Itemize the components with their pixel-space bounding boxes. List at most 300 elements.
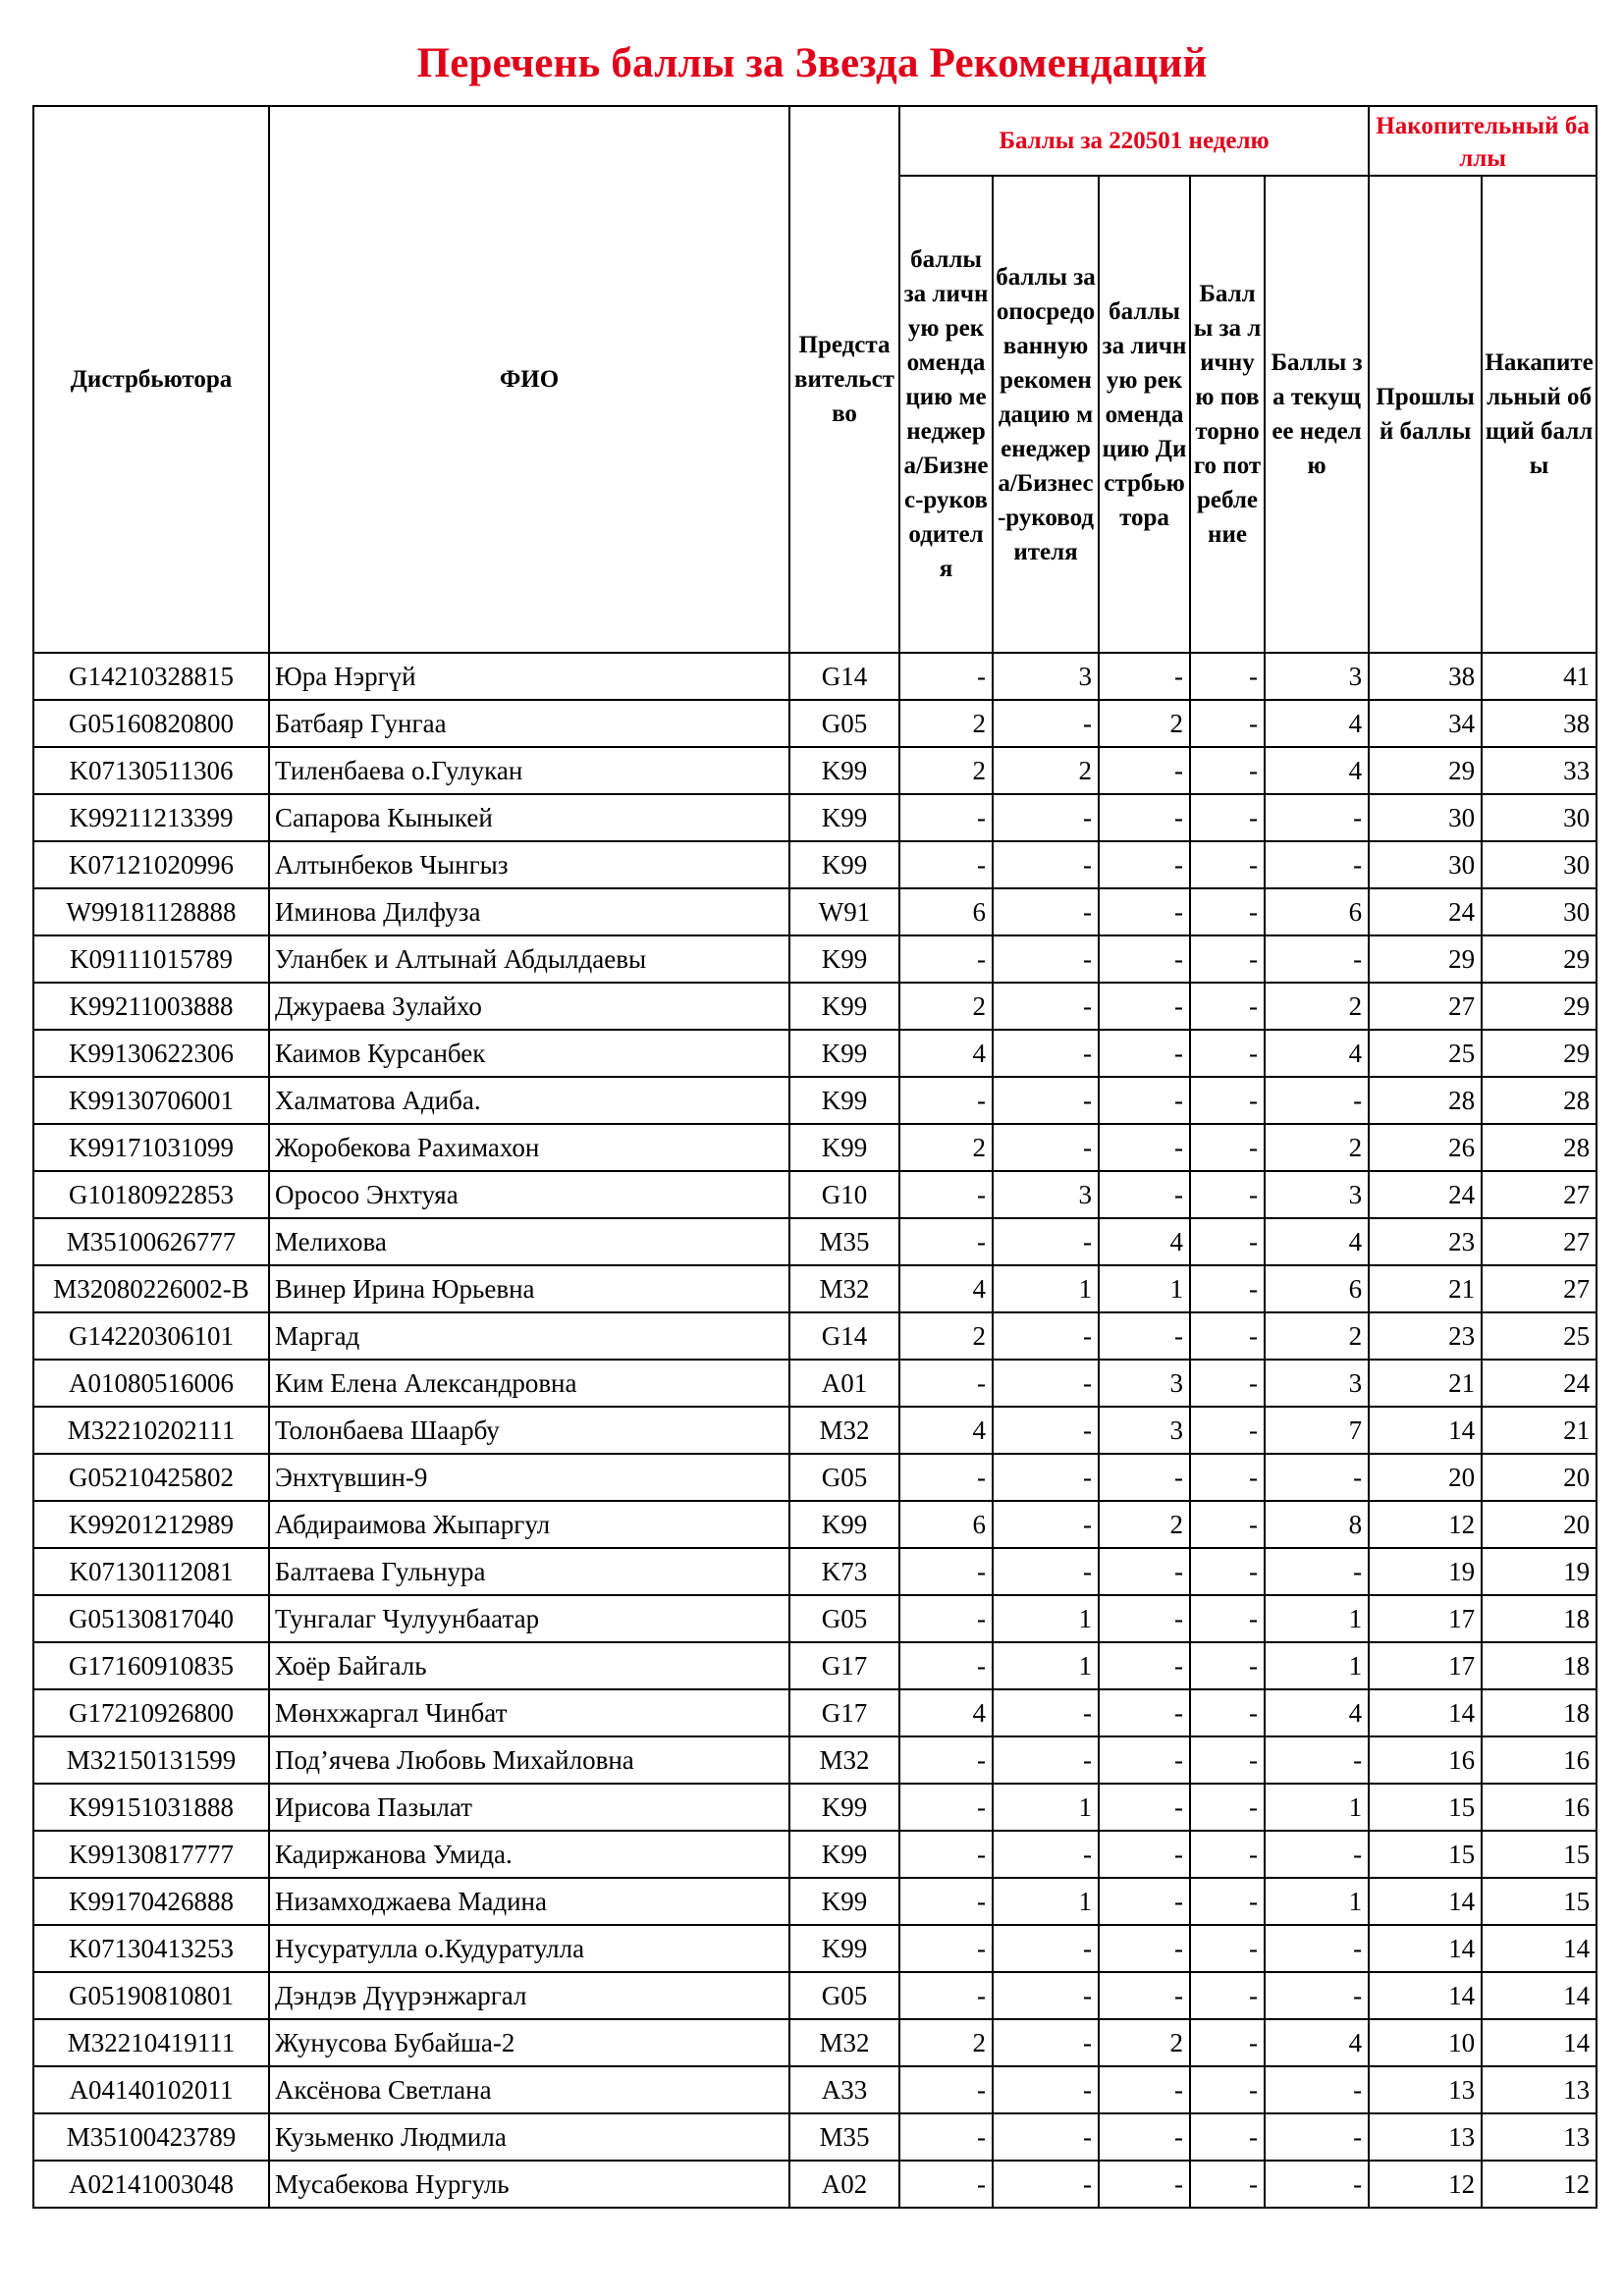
cell-distributor-rec: - [1099,935,1190,983]
cell-distributor-id: K07130112081 [33,1548,269,1595]
header-mentor-rec: баллы за опосредованную рекомендацию менеджера/Бизнес-руководителя [993,176,1099,653]
cell-repeat: - [1190,888,1265,935]
cell-repeat: - [1190,1595,1265,1642]
cell-current-week: - [1265,1736,1369,1784]
table-row [33,1218,1597,1265]
cell-total: 18 [1482,1595,1597,1642]
cell-name: Кузьменко Людмила [269,2113,789,2161]
cell-distributor-id: K99211003888 [33,983,269,1030]
table-row [33,1265,1597,1312]
cell-distributor-id: M32150131599 [33,1736,269,1784]
cell-manager-rec: 4 [899,1407,993,1454]
cell-name: Сапарова Кыныкей [269,794,789,841]
cell-total: 30 [1482,888,1597,935]
cell-name: Балтаева Гульнура [269,1548,789,1595]
cell-repeat: - [1190,1077,1265,1124]
cell-distributor-id: M35100626777 [33,1218,269,1265]
table-row [33,653,1597,700]
cell-total: 15 [1482,1878,1597,1925]
cell-distributor-rec: - [1099,1548,1190,1595]
cell-name: Мөнхжаргал Чинбат [269,1689,789,1736]
table-row [33,935,1597,983]
cell-distributor-rec: - [1099,1736,1190,1784]
table-row [33,1360,1597,1407]
cell-name: Абдираимова Жыпаргул [269,1501,789,1548]
cell-current-week: 4 [1265,700,1369,747]
cell-current-week: - [1265,1077,1369,1124]
cell-distributor-rec: 3 [1099,1407,1190,1454]
cell-past: 16 [1369,1736,1482,1784]
cell-distributor-id: K99170426888 [33,1878,269,1925]
cell-mentor-rec: 1 [993,1878,1099,1925]
cell-repeat: - [1190,983,1265,1030]
cell-mentor-rec: - [993,2161,1099,2208]
cell-repeat: - [1190,1265,1265,1312]
cell-distributor-id: K07121020996 [33,841,269,888]
cell-representative: K99 [789,747,899,794]
cell-distributor-id: K99201212989 [33,1501,269,1548]
scores-table [32,105,1597,2209]
cell-past: 13 [1369,2113,1482,2161]
cell-representative: W91 [789,888,899,935]
cell-total: 25 [1482,1312,1597,1360]
cell-manager-rec: 6 [899,888,993,935]
cell-name: Батбаяр Гунгаа [269,700,789,747]
cell-repeat: - [1190,794,1265,841]
table-row [33,1831,1597,1878]
cell-past: 23 [1369,1312,1482,1360]
cell-distributor-rec: - [1099,841,1190,888]
cell-representative: G17 [789,1689,899,1736]
cell-mentor-rec: 1 [993,1642,1099,1689]
cell-distributor-id: G14220306101 [33,1312,269,1360]
cell-distributor-rec: - [1099,1454,1190,1501]
cell-name: Каимов Курсанбек [269,1030,789,1077]
cell-mentor-rec: - [993,1454,1099,1501]
cell-past: 10 [1369,2019,1482,2066]
cell-past: 21 [1369,1360,1482,1407]
cell-representative: A33 [789,2066,899,2113]
cell-current-week: 4 [1265,747,1369,794]
cell-distributor-rec: - [1099,1925,1190,1972]
cell-past: 17 [1369,1642,1482,1689]
cell-distributor-rec: - [1099,983,1190,1030]
cell-name: Тиленбаева о.Гулукан [269,747,789,794]
table-row [33,794,1597,841]
cell-total: 12 [1482,2161,1597,2208]
cell-repeat: - [1190,1642,1265,1689]
cell-distributor-rec: - [1099,1171,1190,1218]
cell-distributor-id: K99130706001 [33,1077,269,1124]
cell-past: 24 [1369,888,1482,935]
cell-current-week: 4 [1265,2019,1369,2066]
cell-manager-rec: - [899,1595,993,1642]
cell-mentor-rec: - [993,1360,1099,1407]
cell-manager-rec: 2 [899,747,993,794]
cell-distributor-id: K07130413253 [33,1925,269,1972]
cell-total: 28 [1482,1124,1597,1171]
cell-manager-rec: - [899,1548,993,1595]
cell-representative: G05 [789,1595,899,1642]
table-row [33,983,1597,1030]
table-row [33,2066,1597,2113]
cell-repeat: - [1190,1218,1265,1265]
cell-representative: K99 [789,1124,899,1171]
cell-total: 30 [1482,794,1597,841]
cell-current-week: 6 [1265,1265,1369,1312]
cell-mentor-rec: - [993,1831,1099,1878]
cell-distributor-id: K07130511306 [33,747,269,794]
cell-past: 14 [1369,1407,1482,1454]
cell-distributor-id: M32080226002-B [33,1265,269,1312]
cell-distributor-id: G10180922853 [33,1171,269,1218]
table-row [33,888,1597,935]
cell-distributor-id: A02141003048 [33,2161,269,2208]
cell-total: 19 [1482,1548,1597,1595]
cell-distributor-rec: - [1099,1030,1190,1077]
cell-repeat: - [1190,1312,1265,1360]
cell-distributor-id: W99181128888 [33,888,269,935]
cell-repeat: - [1190,747,1265,794]
cell-manager-rec: - [899,1171,993,1218]
cell-past: 21 [1369,1265,1482,1312]
cell-past: 17 [1369,1595,1482,1642]
cell-distributor-rec: - [1099,794,1190,841]
cell-current-week: - [1265,935,1369,983]
cell-mentor-rec: - [993,1925,1099,1972]
cell-name: Маргад [269,1312,789,1360]
cell-name: Хоёр Байгаль [269,1642,789,1689]
cell-current-week: - [1265,841,1369,888]
cell-repeat: - [1190,1548,1265,1595]
cell-repeat: - [1190,935,1265,983]
cell-mentor-rec: - [993,2066,1099,2113]
cell-manager-rec: - [899,2161,993,2208]
cell-total: 28 [1482,1077,1597,1124]
cell-representative: M32 [789,1736,899,1784]
cell-distributor-rec: - [1099,1595,1190,1642]
cell-name: Оросоо Энхтуяа [269,1171,789,1218]
cell-representative: G05 [789,1454,899,1501]
cell-current-week: 7 [1265,1407,1369,1454]
cell-total: 33 [1482,747,1597,794]
cell-current-week: 4 [1265,1218,1369,1265]
cell-past: 14 [1369,1878,1482,1925]
header-repeat: Баллы за личную повторного потребление [1190,176,1265,653]
cell-distributor-rec: 4 [1099,1218,1190,1265]
header-cumulative-group: Накопительный баллы [1369,106,1597,176]
cell-repeat: - [1190,1124,1265,1171]
table-row [33,1972,1597,2019]
cell-name: Юра Нэргүй [269,653,789,700]
cell-mentor-rec: - [993,794,1099,841]
cell-mentor-rec: - [993,888,1099,935]
cell-manager-rec: - [899,1218,993,1265]
cell-distributor-rec: 2 [1099,1501,1190,1548]
cell-past: 15 [1369,1784,1482,1831]
cell-past: 14 [1369,1925,1482,1972]
cell-past: 30 [1369,841,1482,888]
cell-distributor-id: K99130817777 [33,1831,269,1878]
cell-current-week: - [1265,1454,1369,1501]
cell-past: 12 [1369,1501,1482,1548]
cell-distributor-id: G17210926800 [33,1689,269,1736]
cell-distributor-rec: - [1099,653,1190,700]
cell-manager-rec: 2 [899,2019,993,2066]
table-row [33,2161,1597,2208]
cell-mentor-rec: - [993,2113,1099,2161]
cell-repeat: - [1190,1171,1265,1218]
cell-total: 20 [1482,1501,1597,1548]
cell-repeat: - [1190,2161,1265,2208]
cell-distributor-id: G05130817040 [33,1595,269,1642]
cell-distributor-rec: 2 [1099,700,1190,747]
cell-representative: K99 [789,841,899,888]
cell-current-week: 3 [1265,653,1369,700]
cell-current-week: 1 [1265,1595,1369,1642]
cell-current-week: - [1265,1548,1369,1595]
table-row [33,1736,1597,1784]
cell-distributor-id: M32210419111 [33,2019,269,2066]
table-row [33,1077,1597,1124]
cell-manager-rec: - [899,841,993,888]
cell-current-week: 2 [1265,1312,1369,1360]
cell-current-week: 4 [1265,1689,1369,1736]
cell-manager-rec: - [899,794,993,841]
cell-total: 27 [1482,1171,1597,1218]
cell-mentor-rec: - [993,1124,1099,1171]
table-row [33,1312,1597,1360]
cell-distributor-id: M32210202111 [33,1407,269,1454]
cell-repeat: - [1190,1454,1265,1501]
cell-manager-rec: - [899,1972,993,2019]
cell-current-week: - [1265,2066,1369,2113]
cell-repeat: - [1190,1925,1265,1972]
cell-representative: M35 [789,2113,899,2161]
cell-repeat: - [1190,653,1265,700]
cell-past: 28 [1369,1077,1482,1124]
cell-manager-rec: 2 [899,1124,993,1171]
cell-distributor-rec: 2 [1099,2019,1190,2066]
table-row [33,1925,1597,1972]
cell-name: Алтынбеков Чынгыз [269,841,789,888]
header-past: Прошлый баллы [1369,176,1482,653]
cell-name: Дэндэв Дүүрэнжаргал [269,1972,789,2019]
cell-repeat: - [1190,2066,1265,2113]
cell-distributor-id: K09111015789 [33,935,269,983]
cell-manager-rec: - [899,653,993,700]
cell-representative: M32 [789,1265,899,1312]
cell-repeat: - [1190,1736,1265,1784]
header-name: ФИО [269,106,789,653]
table-row [33,1171,1597,1218]
table-row [33,1501,1597,1548]
cell-distributor-rec: - [1099,1831,1190,1878]
cell-repeat: - [1190,2019,1265,2066]
table-row [33,2019,1597,2066]
cell-distributor-rec: - [1099,2113,1190,2161]
cell-manager-rec: 2 [899,1312,993,1360]
cell-past: 30 [1369,794,1482,841]
cell-total: 13 [1482,2066,1597,2113]
cell-total: 38 [1482,700,1597,747]
cell-representative: K99 [789,1784,899,1831]
cell-mentor-rec: 1 [993,1784,1099,1831]
cell-representative: G14 [789,653,899,700]
cell-past: 15 [1369,1831,1482,1878]
cell-past: 24 [1369,1171,1482,1218]
cell-past: 26 [1369,1124,1482,1171]
cell-distributor-id: A04140102011 [33,2066,269,2113]
cell-name: Мелихова [269,1218,789,1265]
cell-name: Жоробекова Рахимахон [269,1124,789,1171]
cell-mentor-rec: 2 [993,747,1099,794]
cell-mentor-rec: 1 [993,1595,1099,1642]
cell-manager-rec: - [899,1736,993,1784]
cell-total: 24 [1482,1360,1597,1407]
table-row [33,747,1597,794]
cell-mentor-rec: - [993,2019,1099,2066]
cell-manager-rec: - [899,1925,993,1972]
header-distributor-rec: баллы за личную рекомендацию Дистрбьютора [1099,176,1190,653]
cell-distributor-id: G05210425802 [33,1454,269,1501]
cell-representative: A01 [789,1360,899,1407]
cell-manager-rec: 4 [899,1689,993,1736]
cell-name: Иминова Дилфуза [269,888,789,935]
table-row [33,1784,1597,1831]
cell-past: 29 [1369,935,1482,983]
cell-manager-rec: - [899,1878,993,1925]
cell-name: Винер Ирина Юрьевна [269,1265,789,1312]
cell-manager-rec: - [899,1360,993,1407]
cell-name: Ким Елена Александровна [269,1360,789,1407]
cell-mentor-rec: - [993,1407,1099,1454]
cell-current-week: 1 [1265,1878,1369,1925]
cell-name: Халматова Адиба. [269,1077,789,1124]
cell-representative: K99 [789,935,899,983]
cell-distributor-rec: - [1099,1077,1190,1124]
cell-repeat: - [1190,1360,1265,1407]
cell-distributor-rec: 3 [1099,1360,1190,1407]
cell-mentor-rec: - [993,1972,1099,2019]
cell-mentor-rec: - [993,1218,1099,1265]
cell-name: Джураева Зулайхо [269,983,789,1030]
cell-mentor-rec: - [993,1030,1099,1077]
cell-total: 29 [1482,1030,1597,1077]
table-row [33,1454,1597,1501]
table-row [33,700,1597,747]
cell-manager-rec: 4 [899,1265,993,1312]
table-row [33,1548,1597,1595]
cell-manager-rec: - [899,1077,993,1124]
cell-name: Нусуратулла о.Кудуратулла [269,1925,789,1972]
cell-distributor-id: G17160910835 [33,1642,269,1689]
cell-mentor-rec: - [993,1501,1099,1548]
cell-mentor-rec: 1 [993,1265,1099,1312]
cell-past: 23 [1369,1218,1482,1265]
cell-distributor-id: K99171031099 [33,1124,269,1171]
cell-name: Аксёнова Светлана [269,2066,789,2113]
cell-past: 38 [1369,653,1482,700]
cell-total: 29 [1482,935,1597,983]
table-row [33,1689,1597,1736]
cell-distributor-rec: - [1099,888,1190,935]
cell-total: 15 [1482,1831,1597,1878]
cell-representative: G17 [789,1642,899,1689]
table-row [33,1030,1597,1077]
cell-distributor-id: M35100423789 [33,2113,269,2161]
cell-mentor-rec: - [993,1736,1099,1784]
cell-distributor-id: G05190810801 [33,1972,269,2019]
cell-repeat: - [1190,1784,1265,1831]
cell-name: Толонбаева Шаарбу [269,1407,789,1454]
header-week-group: Баллы за 220501 неделю [899,106,1369,176]
cell-past: 19 [1369,1548,1482,1595]
cell-current-week: - [1265,1972,1369,2019]
cell-total: 14 [1482,2019,1597,2066]
cell-manager-rec: - [899,1642,993,1689]
cell-name: Ирисова Пазылат [269,1784,789,1831]
cell-name: Тунгалаг Чулуунбаатар [269,1595,789,1642]
cell-representative: K99 [789,1030,899,1077]
cell-manager-rec: - [899,1831,993,1878]
cell-distributor-rec: - [1099,1972,1190,2019]
table-row [33,1642,1597,1689]
cell-manager-rec: 6 [899,1501,993,1548]
cell-total: 18 [1482,1642,1597,1689]
cell-past: 27 [1369,983,1482,1030]
cell-name: Энхтүвшин-9 [269,1454,789,1501]
cell-representative: K99 [789,983,899,1030]
cell-current-week: - [1265,2161,1369,2208]
cell-name: Низамходжаева Мадина [269,1878,789,1925]
cell-representative: M32 [789,2019,899,2066]
cell-representative: K73 [789,1548,899,1595]
cell-manager-rec: - [899,1454,993,1501]
cell-mentor-rec: - [993,700,1099,747]
cell-repeat: - [1190,1501,1265,1548]
cell-repeat: - [1190,1831,1265,1878]
cell-name: Жунусова Бубайша-2 [269,2019,789,2066]
cell-mentor-rec: 3 [993,1171,1099,1218]
cell-distributor-id: G14210328815 [33,653,269,700]
cell-repeat: - [1190,1689,1265,1736]
cell-current-week: 6 [1265,888,1369,935]
cell-repeat: - [1190,2113,1265,2161]
cell-current-week: - [1265,1831,1369,1878]
cell-representative: G05 [789,1972,899,2019]
cell-total: 20 [1482,1454,1597,1501]
cell-repeat: - [1190,1878,1265,1925]
cell-mentor-rec: - [993,983,1099,1030]
cell-distributor-rec: - [1099,1312,1190,1360]
cell-current-week: 2 [1265,983,1369,1030]
cell-name: Кадиржанова Умида. [269,1831,789,1878]
cell-manager-rec: - [899,2113,993,2161]
cell-representative: K99 [789,1077,899,1124]
header-current-week: Баллы за текущее неделю [1265,176,1369,653]
cell-representative: M32 [789,1407,899,1454]
cell-past: 34 [1369,700,1482,747]
cell-current-week: - [1265,794,1369,841]
cell-representative: K99 [789,1925,899,1972]
cell-distributor-rec: - [1099,2161,1190,2208]
cell-manager-rec: 2 [899,700,993,747]
cell-mentor-rec: - [993,1077,1099,1124]
cell-total: 13 [1482,2113,1597,2161]
cell-representative: A02 [789,2161,899,2208]
cell-manager-rec: - [899,2066,993,2113]
